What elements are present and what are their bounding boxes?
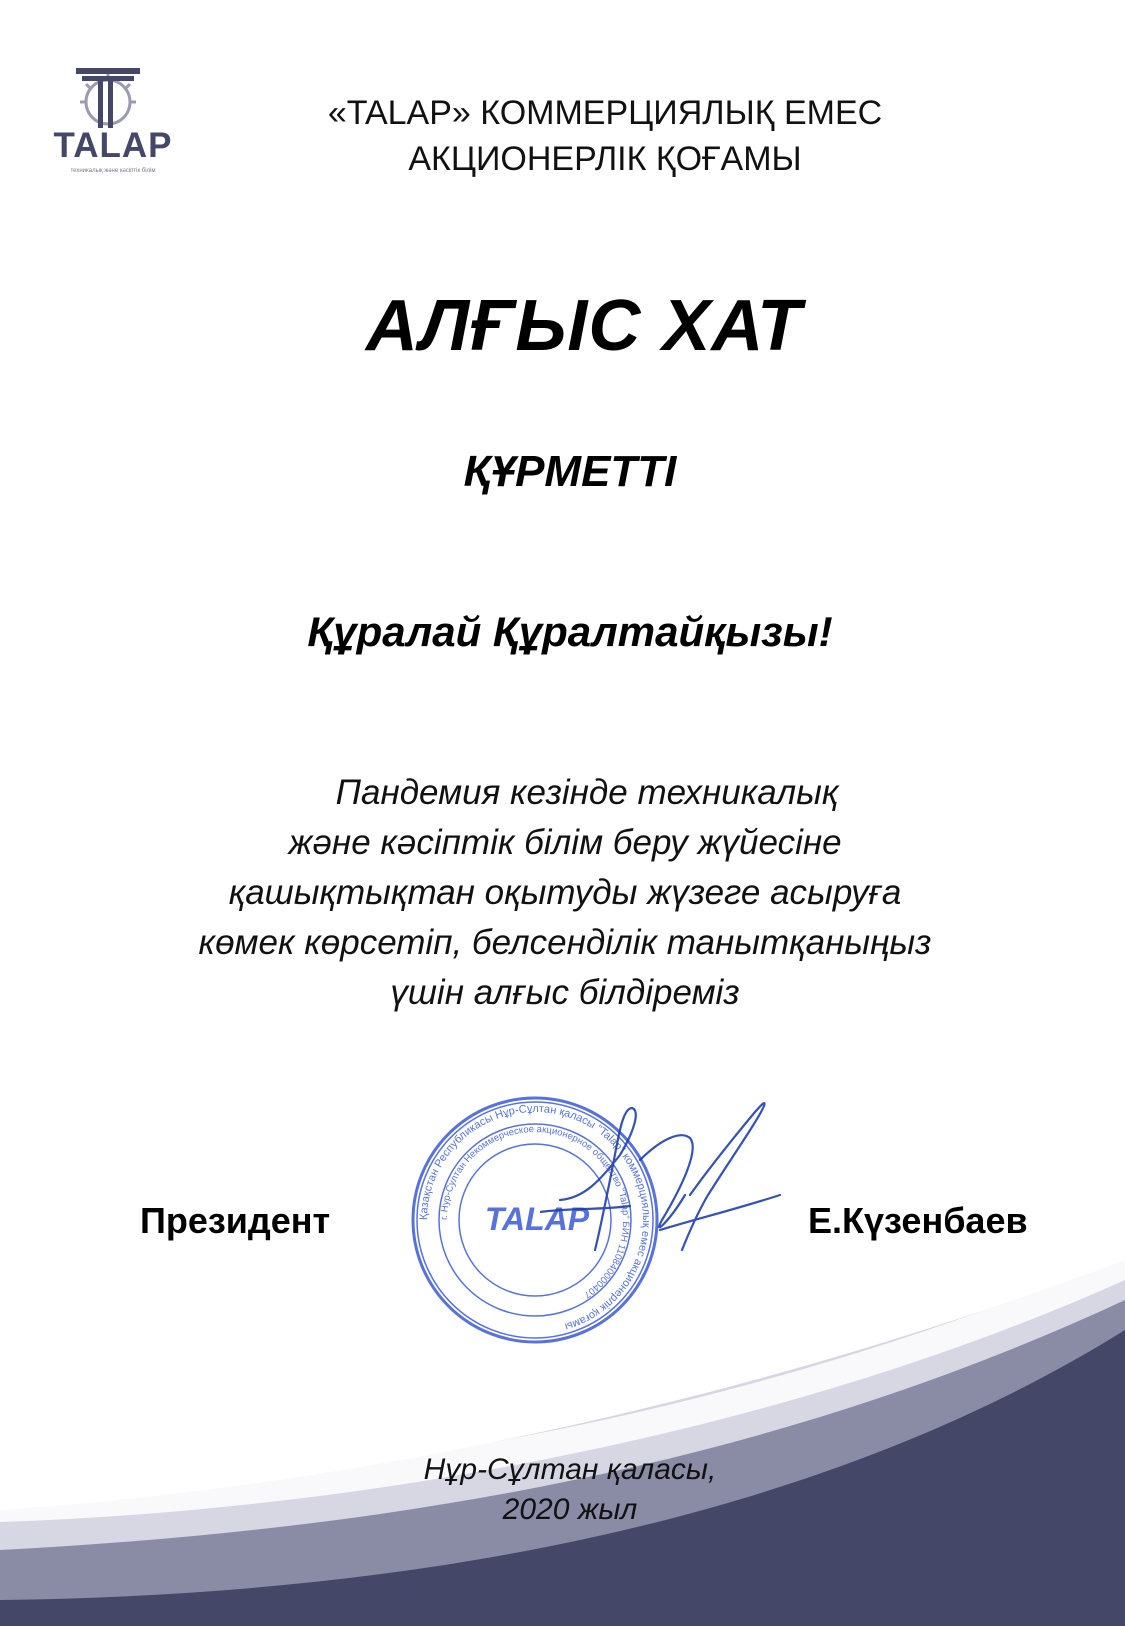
stamp-center-text: TALAP bbox=[484, 1201, 590, 1237]
talap-logo-icon bbox=[38, 60, 188, 130]
place-text: Нұр-Сұлтан қаласы, bbox=[423, 1453, 717, 1486]
handwritten-signature bbox=[540, 1100, 820, 1300]
talap-logo bbox=[38, 60, 188, 180]
organization-name bbox=[250, 90, 960, 182]
message-line: және кәсіптік білім беру жүйесіне bbox=[288, 823, 842, 862]
stamp-outer-text: Қазақстан Республикасы Нұр-Сұлтан қаласы "Talap" коммерциялық емес акционерлік қоғамы bbox=[417, 1102, 653, 1333]
year-text: 2020 жыл bbox=[502, 1493, 638, 1526]
signer-position: Президент bbox=[140, 1200, 331, 1241]
organization-line-1: «TALAP» КОММЕРЦИЯЛЫҚ ЕМЕС bbox=[327, 94, 883, 132]
message-line: қашықтықтан оқытуды жүзеге асыруға bbox=[228, 873, 902, 912]
organization-line-2: АКЦИОНЕРЛІК ҚОҒАМЫ bbox=[408, 140, 802, 178]
stamp-inner-text: г. Нур-Султан Некоммерческое акционерное общество "Talap" БИН 110840000407 bbox=[438, 1123, 632, 1301]
signer-name: Е.Күзенбаев bbox=[808, 1200, 1028, 1241]
logo-tagline: техникалық және кәсіптік білім bbox=[70, 168, 156, 174]
recipient-name: Құралай Құралтайқызы! bbox=[307, 608, 833, 655]
message-line: үшін алғыс білдіреміз bbox=[390, 973, 740, 1012]
message-line: Пандемия кезінде техникалық bbox=[335, 773, 839, 812]
place-and-date bbox=[0, 1450, 1125, 1530]
thanks-message bbox=[70, 768, 1060, 1018]
logo-wordmark: TALAP bbox=[53, 126, 173, 165]
letter-title: АЛҒЫС ХАТ bbox=[365, 286, 803, 366]
message-line: көмек көрсетіп, белсенділік танытқаныңыз bbox=[198, 923, 932, 962]
salutation: ҚҰРМЕТТІ bbox=[463, 447, 677, 496]
